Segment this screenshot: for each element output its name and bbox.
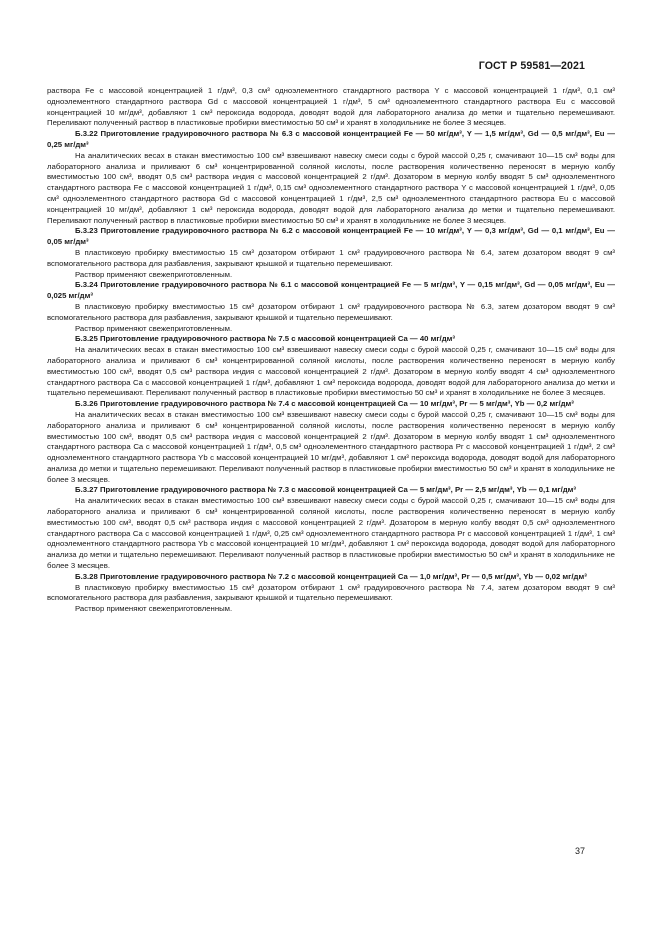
paragraph-note: Раствор применяют свежеприготовленным.: [75, 323, 233, 333]
paragraph-body: В пластиковую пробирку вместимостью 15 см³ дозатором отбирают 1 см³ градуировочного раствора № 6.4, затем дозатором вводят 9 см³ вспомогательного раствора для разбавления, закрывают крышкой и тщательно перемешивают.: [47, 247, 615, 268]
paragraph-note: Раствор применяют свежеприготовленным.: [75, 604, 233, 614]
paragraph-body: На аналитических весах в стакан вместимостью 100 см³ взвешивают навеску смеси соды с бурой массой 0,25 г, смачивают 10—15 см³ воды для лабораторного анализа и приливают 6 см³ концентрированной соляной кислоты, после растворения количественно переносят в мерную колбу вместимостью 100 см³, вводят 0,5 см³ раствора индия с массовой концентрацией 2 г/дм³. Дозатором в мерную колбу вводят 1 см³ одноэлементного стандартного раствора Ca с массовой концентрацией 1 г/дм³, 0,5 см³ одноэлементного стандартного раствора Pr с массовой концентрацией 1 г/дм³, 2 см³ одноэлементного стандартного раствора Yb с массовой концентрацией 10 мг/дм³, добавляют 1 см³ пероксида водорода, доводят водой для лабораторного анализа до метки и тщательно перемешивают. Переливают полученный раствор в пластиковые пробирки вместимостью 50 см³ и хранят в холодильнике не более 3 месяцев.: [47, 409, 615, 484]
document-header: ГОСТ Р 59581—2021: [478, 60, 585, 72]
section-heading-b3-25: Б.3.25 Приготовление градуировочного раствора № 7.5 с массовой концентрацией Ca — 40 мг/дм³: [75, 334, 455, 344]
paragraph-body: На аналитических весах в стакан вместимостью 100 см³ взвешивают навеску смеси соды с бурой массой 0,25 г, смачивают 10—15 см³ воды для лабораторного анализа и приливают 6 см³ концентрированной соляной кислоты, после растворения количественно переносят в мерную колбу вместимостью 100 см³, вводят 0,5 см³ раствора индия с массовой концентрацией 2 г/дм³. Дозатором в мерную колбу вводят 5 см³ одноэлементного стандартного раствора Fe с массовой концентрацией 1 г/дм³, 0,15 см³ одноэлементного стандартного раствора Y с массовой концентрацией 1 г/дм³, 0,05 см³ одноэлементного стандартного раствора Gd с массовой концентрацией 1 г/дм³, 2,5 см³ одноэлементного стандартного раствора Eu с массовой концентрацией 10 мг/дм³, добавляют 1 см³ пероксида водорода, доводят водой для лабораторного анализа до метки и тщательно перемешивают. Переливают полученный раствор в пластиковые пробирки вместимостью 50 см³ и хранят в холодильнике не более 3 месяцев.: [47, 150, 615, 225]
section-heading-b3-26: Б.3.26 Приготовление градуировочного раствора № 7.4 с массовой концентрацией Ca — 10 мг/дм³, Pr — 5 мг/дм³, Yb — 0,2 мг/дм³: [75, 399, 574, 409]
document-body: [47, 86, 615, 615]
paragraph-body: На аналитических весах в стакан вместимостью 100 см³ взвешивают навеску смеси соды с бурой массой 0,25 г, смачивают 10—15 см³ воды для лабораторного анализа и приливают 6 см³ концентрированной соляной кислоты, после растворения количественно переносят в мерную колбу вместимостью 100 см³, вводят 0,5 см³ раствора индия с массовой концентрацией 2 г/дм³. Дозатором в мерную колбу вводят 4 см³ одноэлементного стандартного раствора Ca с массовой концентрацией 1 г/дм³, добавляют 1 см³ пероксида водорода, доводят водой для лабораторного анализа до метки и тщательно перемешивают. Переливают полученный раствор в пластиковые пробирки вместимостью 50 см³ и хранят в холодильнике не более 3 месяцев.: [47, 345, 615, 398]
paragraph-note: Раствор применяют свежеприготовленным.: [75, 269, 233, 279]
paragraph-body: В пластиковую пробирку вместимостью 15 см³ дозатором отбирают 1 см³ градуировочного раствора № 7.4, затем дозатором вводят 9 см³ вспомогательного раствора для разбавления, закрывают крышкой и тщательно перемешивают.: [47, 582, 615, 603]
paragraph-body: На аналитических весах в стакан вместимостью 100 см³ взвешивают навеску смеси соды с бурой массой 0,25 г, смачивают 10—15 см³ воды для лабораторного анализа и приливают 6 см³ концентрированной соляной кислоты, после растворения количественно переносят в мерную колбу вместимостью 100 см³, вводят 0,5 см³ раствора индия с массовой концентрацией 2 г/дм³. Дозатором в мерную колбу вводят 0,5 см³ одноэлементного стандартного раствора Ca с массовой концентрацией 1 г/дм³, 0,25 см³ одноэлементного стандартного раствора Pr с массовой концентрацией 1 г/дм³, 1 см³ одноэлементного стандартного раствора Yb с массовой концентрацией 10 мг/дм³, добавляют 1 см³ пероксида водорода, доводят водой для лабораторного анализа до метки и тщательно перемешивают. Переливают полученный раствор в пластиковые пробирки вместимостью 50 см³ и хранят в холодильнике не более 3 месяцев.: [47, 496, 615, 571]
section-heading-b3-24: Б.3.24 Приготовление градуировочного раствора № 6.1 с массовой концентрацией Fe — 5 мг/дм³, Y — 0,15 мг/дм³, Gd — 0,05 мг/дм³, Eu — 0,025 мг/дм³: [47, 280, 615, 301]
section-heading-b3-22: Б.3.22 Приготовление градуировочного раствора № 6.3 с массовой концентрацией Fe — 50 мг/дм³, Y — 1,5 мг/дм³, Gd — 0,5 мг/дм³, Eu — 0,25 мг/дм³: [47, 129, 615, 149]
paragraph-body: В пластиковую пробирку вместимостью 15 см³ дозатором отбирают 1 см³ градуировочного раствора № 6.3, затем дозатором вводят 9 см³ вспомогательного раствора для разбавления, закрывают крышкой и тщательно перемешивают.: [47, 301, 615, 322]
paragraph-body: раствора Fe с массовой концентрацией 1 г/дм³, 0,3 см³ одноэлементного стандартного раствора Y с массовой концентрацией 1 г/дм³, 0,1 см³ одноэлементного стандартного раствора Gd с массовой концентрацией 1 г/дм³, 5 см³ одноэлементного стандартного раствора Eu с массовой концентрацией 10 мг/дм³, добавляют 1 см³ пероксида водорода, доводят водой для лабораторного анализа до метки и тщательно перемешивают. Переливают полученный раствор в пластиковые пробирки вместимостью 50 см³ и хранят в холодильнике не более 3 месяцев.: [47, 86, 615, 128]
page-number: 37: [574, 846, 585, 856]
section-heading-b3-28: Б.3.28 Приготовление градуировочного раствора № 7.2 с массовой концентрацией Ca — 1,0 мг/дм³, Pr — 0,5 мг/дм³, Yb — 0,02 мг/дм³: [75, 571, 587, 581]
section-heading-b3-23: Б.3.23 Приготовление градуировочного раствора № 6.2 с массовой концентрацией Fe — 10 мг/дм³, Y — 0,3 мг/дм³, Gd — 0,1 мг/дм³, Eu — 0,05 мг/дм³: [47, 226, 615, 247]
section-heading-b3-27: Б.3.27 Приготовление градуировочного раствора № 7.3 с массовой концентрацией Ca — 5 мг/дм³, Pr — 2,5 мг/дм³, Yb — 0,1 мг/дм³: [75, 485, 576, 495]
